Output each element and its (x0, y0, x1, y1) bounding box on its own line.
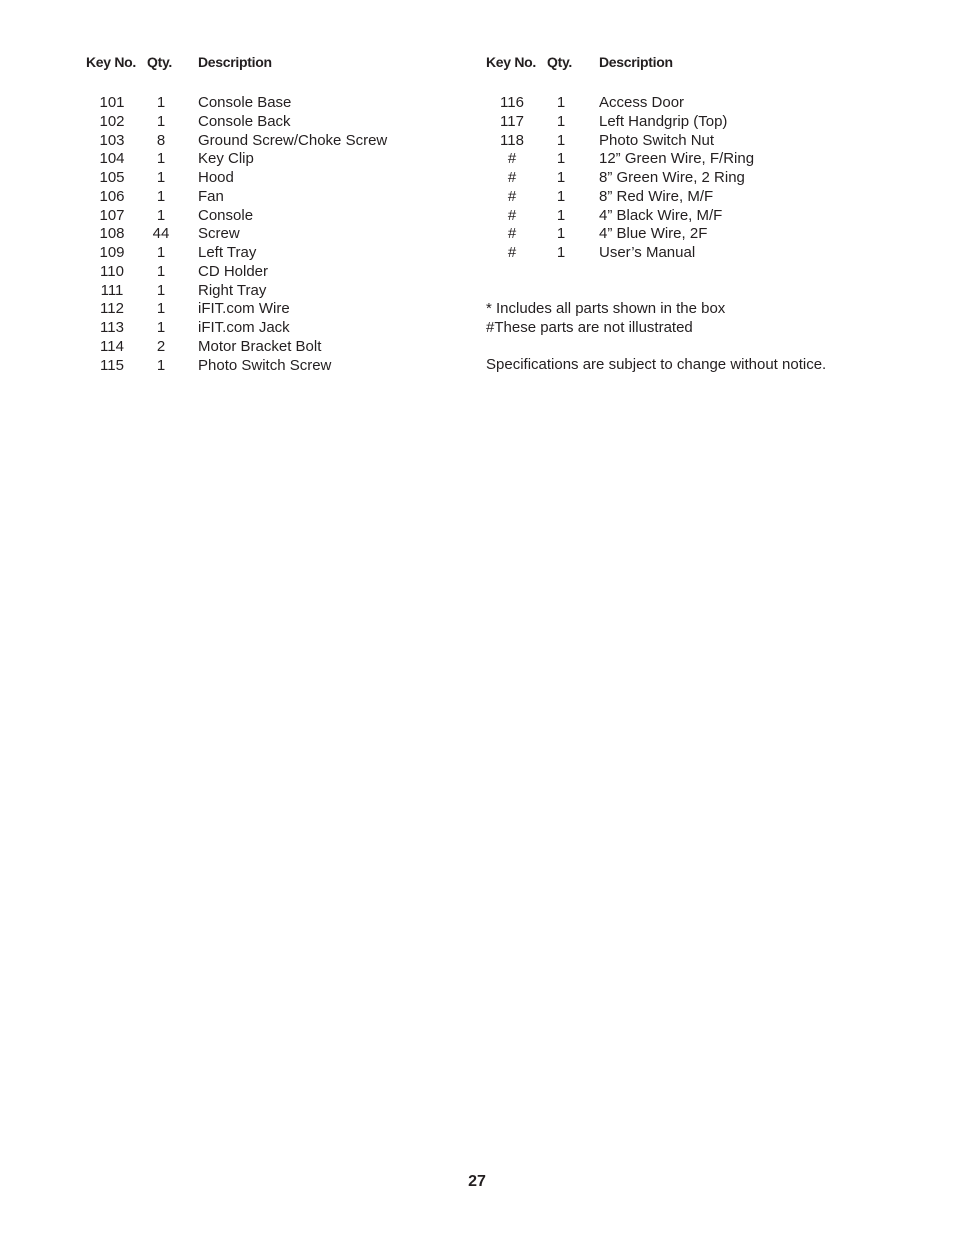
part-key-no: # (507, 150, 517, 168)
table-row (86, 263, 466, 282)
part-key-no: # (507, 187, 517, 205)
part-qty: 1 (156, 319, 166, 336)
part-description: Photo Switch Nut (599, 131, 715, 149)
part-description: CD Holder (198, 262, 269, 280)
part-description: 12” Green Wire, F/Ring (599, 150, 755, 168)
part-key-no: 103 (99, 131, 125, 149)
part-description: Hood (198, 169, 234, 186)
part-qty: 1 (156, 94, 166, 111)
table-row (86, 132, 466, 151)
note-not-illustrated: #These parts are not illustrated (486, 318, 693, 336)
part-key-no: # (507, 206, 517, 224)
part-qty: 44 (152, 225, 170, 243)
part-qty: 1 (156, 206, 166, 224)
header-qty: Qty. (547, 54, 572, 70)
part-description: Screw (198, 225, 240, 243)
part-description: Motor Bracket Bolt (198, 337, 322, 355)
table-row (486, 225, 906, 244)
table-row (486, 244, 906, 263)
part-description: Access Door (599, 94, 685, 111)
part-qty: 1 (156, 112, 166, 130)
header-qty: Qty. (147, 54, 172, 70)
part-key-no: 106 (99, 187, 125, 205)
part-qty: 1 (556, 94, 566, 111)
table-row (86, 357, 466, 376)
part-description: Ground Screw/Choke Screw (198, 131, 388, 149)
footnotes (486, 300, 725, 338)
part-qty: 1 (156, 300, 166, 318)
table-row (486, 113, 906, 132)
part-qty: 8 (156, 131, 166, 149)
table-row (86, 150, 466, 169)
part-description: 8” Green Wire, 2 Ring (599, 169, 745, 186)
table-row (86, 244, 466, 263)
part-qty: 1 (556, 112, 566, 130)
part-key-no: 102 (99, 112, 125, 130)
table-row (486, 150, 906, 169)
part-key-no: 117 (500, 112, 524, 130)
parts-list-right (486, 54, 906, 263)
table-row (86, 169, 466, 188)
table-row (86, 282, 466, 301)
part-key-no: 115 (100, 356, 124, 374)
parts-rows-right (486, 94, 906, 263)
part-description: Console Back (198, 112, 291, 130)
table-row (86, 300, 466, 319)
part-key-no: 108 (99, 225, 125, 243)
part-key-no: 109 (99, 244, 125, 261)
part-key-no: 113 (100, 319, 124, 336)
part-qty: 1 (556, 206, 566, 224)
specifications-notice: Specifications are subject to change without notice. (486, 356, 827, 373)
table-row (86, 113, 466, 132)
header-description: Description (198, 54, 272, 70)
part-description: iFIT.com Wire (198, 300, 290, 318)
table-row (86, 207, 466, 226)
table-row (486, 94, 906, 113)
table-row (486, 188, 906, 207)
part-qty: 1 (156, 356, 166, 374)
table-row (486, 207, 906, 226)
part-description: Photo Switch Screw (198, 356, 332, 374)
part-description: Right Tray (198, 281, 267, 299)
part-key-no: 104 (99, 150, 125, 168)
part-qty: 2 (156, 337, 166, 355)
part-key-no: 101 (99, 94, 125, 111)
part-qty: 1 (156, 262, 166, 280)
table-row (86, 319, 466, 338)
table-row (486, 132, 906, 151)
part-description: iFIT.com Jack (198, 319, 290, 336)
header-description: Description (599, 54, 673, 70)
part-qty: 1 (156, 244, 166, 261)
part-description: User’s Manual (599, 244, 696, 261)
part-qty: 1 (156, 281, 166, 299)
part-qty: 1 (156, 150, 166, 168)
header-key-no: Key No. (86, 54, 137, 70)
part-qty: 1 (556, 169, 566, 186)
table-row (486, 169, 906, 188)
part-key-no: # (507, 244, 517, 261)
part-description: 4” Black Wire, M/F (599, 206, 723, 224)
part-key-no: # (507, 169, 517, 186)
page-number: 27 (468, 1173, 486, 1190)
part-key-no: 107 (99, 206, 125, 224)
table-row (86, 188, 466, 207)
table-row (86, 338, 466, 357)
part-qty: 1 (556, 244, 566, 261)
table-row (86, 94, 466, 113)
part-key-no: 105 (99, 169, 125, 186)
part-description: Fan (198, 187, 224, 205)
note-included: * Includes all parts shown in the box (486, 300, 726, 317)
parts-list-left (86, 54, 466, 375)
part-qty: 1 (156, 187, 166, 205)
part-qty: 1 (556, 131, 566, 149)
part-description: 8” Red Wire, M/F (599, 187, 714, 205)
part-qty: 1 (556, 187, 566, 205)
part-description: Key Clip (198, 150, 254, 168)
part-description: Console Base (198, 94, 292, 111)
part-key-no: 116 (500, 94, 524, 111)
part-key-no: 114 (100, 337, 124, 355)
table-row (86, 225, 466, 244)
header-key-no: Key No. (486, 54, 537, 70)
part-description: Left Tray (198, 244, 257, 261)
part-description: Left Handgrip (Top) (599, 112, 728, 130)
parts-list-header (86, 54, 466, 74)
part-description: Console (198, 206, 254, 224)
part-key-no: 110 (100, 262, 124, 280)
part-qty: 1 (556, 150, 566, 168)
part-key-no: 118 (500, 131, 524, 149)
parts-rows-left (86, 94, 466, 375)
parts-list-header (486, 54, 906, 74)
part-qty: 1 (556, 225, 566, 243)
part-description: 4” Blue Wire, 2F (599, 225, 708, 243)
part-key-no: # (507, 225, 517, 243)
part-qty: 1 (156, 169, 166, 186)
part-key-no: 111 (100, 281, 124, 299)
part-key-no: 112 (100, 300, 124, 318)
